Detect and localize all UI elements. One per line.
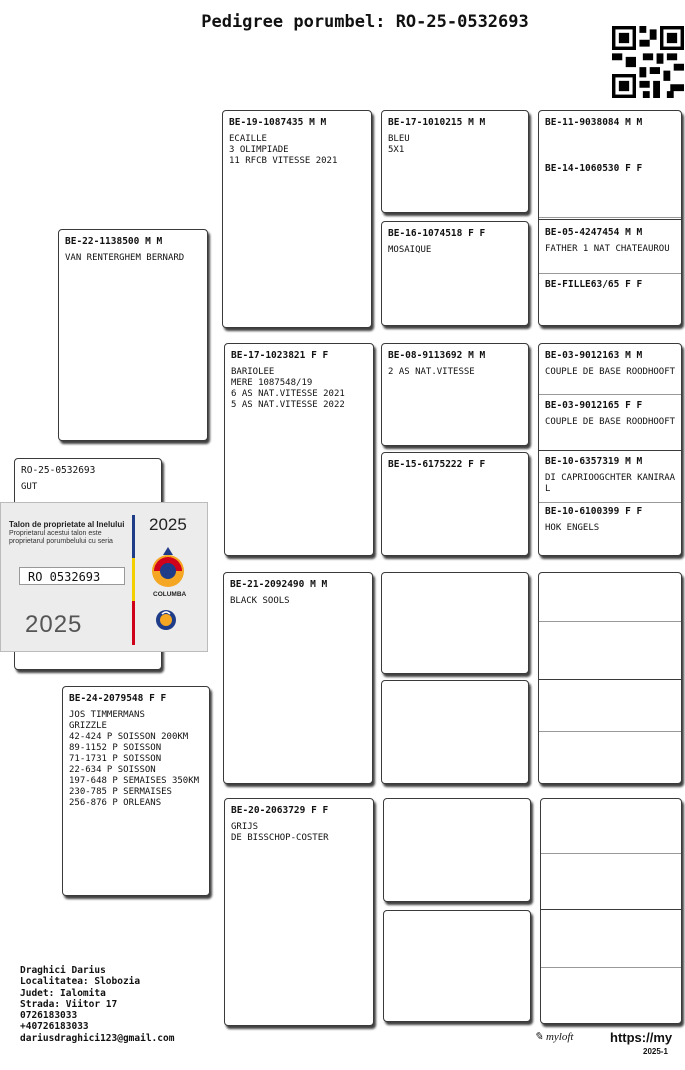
- myloft-logo-icon: ✎: [534, 1031, 544, 1043]
- ring-number: RO-25-0532693: [21, 465, 96, 476]
- pedigree-card-empty: [381, 572, 529, 674]
- card-line: MERE 1087548/19: [231, 378, 313, 388]
- card-line: FATHER 1 NAT CHATEAUROU: [545, 244, 670, 254]
- card-line: GRIJS: [231, 822, 259, 832]
- card-line: 2 AS NAT.VITESSE: [388, 367, 475, 377]
- card-line: 6 AS NAT.VITESSE 2021: [231, 389, 345, 399]
- emblem-icon: [151, 609, 181, 631]
- ring-number: BE-08-9113692 M M: [388, 350, 486, 361]
- footer-year: 2025-1: [643, 1047, 668, 1056]
- pedigree-card-empty: [540, 798, 682, 1024]
- pedigree-card-gen4-pair: [538, 110, 682, 326]
- ring-number: BE-10-6357319 M M: [545, 456, 643, 467]
- columba-label: COLUMBA: [153, 591, 187, 598]
- ring-number: BE-10-6100399 F F: [545, 506, 643, 517]
- ring-number: BE-22-1138500 M M: [65, 236, 163, 247]
- flag-stripe: [132, 515, 135, 645]
- owner-phone-intl: +40726183033: [20, 1021, 89, 1033]
- pedigree-card-gen3: [381, 343, 529, 446]
- card-line: 197-648 P SEMAISES 350KM: [69, 776, 200, 786]
- card-line: BLACK SOOLS: [230, 596, 290, 606]
- talon-year: 2025: [149, 515, 187, 534]
- ring-number: BE-15-6175222 F F: [388, 459, 486, 470]
- card-line: 5X1: [388, 145, 405, 155]
- pedigree-card-dam: [62, 686, 210, 896]
- card-line: 3 OLIMPIADE: [229, 145, 289, 155]
- owner-info: [20, 965, 174, 1044]
- card-line: 11 RFCB VITESSE 2021: [229, 156, 338, 166]
- ring-number: BE-14-1060530 F F: [545, 163, 643, 174]
- card-line: JOS TIMMERMANS: [69, 710, 145, 720]
- ring-number: BE-16-1074518 F F: [388, 228, 486, 239]
- owner-phone: 0726183033: [20, 1010, 78, 1022]
- talon-year-large: 2025: [25, 611, 83, 638]
- owner-name: Draghici Darius: [20, 965, 106, 976]
- owner-street: Strada: Viitor 17: [20, 998, 118, 1010]
- pedigree-card-gen2: [224, 343, 374, 556]
- pedigree-card-gen3: [381, 221, 529, 326]
- pedigree-card-empty: [381, 680, 529, 784]
- myloft-logo: ✎ myloft: [534, 1031, 574, 1043]
- card-line: BARIOLEE: [231, 367, 275, 377]
- pedigree-card-gen3: [381, 110, 529, 213]
- ring-number: BE-24-2079548 F F: [69, 693, 167, 704]
- columba-logo-icon: [148, 545, 188, 591]
- pedigree-card-gen2: [224, 798, 374, 1026]
- card-line: 230-785 P SERMAISES: [69, 787, 172, 797]
- card-line: MOSAIQUE: [388, 245, 432, 255]
- page-title: Pedigree porumbel: RO-25-0532693: [201, 12, 529, 32]
- ring-number: BE-03-9012165 F F: [545, 400, 643, 411]
- ring-number: BE-17-1023821 F F: [231, 350, 329, 361]
- talon-ring-number: RO 0532693: [19, 567, 125, 585]
- qr-code-icon: [612, 24, 684, 100]
- pedigree-card-empty: [383, 910, 531, 1022]
- owner-county: Judet: Ialomita: [20, 987, 106, 999]
- card-line: 71-1731 P SOISSON: [69, 754, 162, 764]
- pedigree-card-empty: [538, 572, 682, 784]
- card-line: GUT: [21, 482, 38, 492]
- card-line: COUPLE DE BASE ROODHOOFT: [545, 367, 676, 377]
- card-line: GRIZZLE: [69, 721, 107, 731]
- card-line: ECAILLE: [229, 134, 267, 144]
- talon-header: Talon de proprietate al Inelului Proprietarul acestui talon este proprietarul porumbelului cu seria: [9, 520, 125, 545]
- owner-locality: Localitatea: Slobozia: [20, 976, 141, 988]
- ring-number: BE-11-9038084 M M: [545, 117, 643, 128]
- card-line: DE BISSCHOP-COSTER: [231, 833, 329, 843]
- card-line: 256-876 P ORLEANS: [69, 798, 162, 808]
- card-line: L: [545, 484, 551, 494]
- card-line: 42-424 P SOISSON 200KM: [69, 732, 189, 742]
- pedigree-card-empty: [383, 798, 531, 902]
- ring-ownership-talon: [0, 502, 208, 652]
- pedigree-card-gen4-pair: [538, 343, 682, 556]
- card-line: VAN RENTERGHEM BERNARD: [65, 253, 185, 263]
- pedigree-card-gen2: [222, 110, 372, 328]
- card-line: 22-634 P SOISSON: [69, 765, 156, 775]
- ring-number: BE-19-1087435 M M: [229, 117, 327, 128]
- pedigree-card-sire: [58, 229, 208, 441]
- ring-number: BE-FILLE63/65 F F: [545, 279, 643, 290]
- footer-url[interactable]: https://my: [610, 1030, 673, 1045]
- pedigree-card-gen3: [381, 452, 529, 556]
- ring-number: BE-17-1010215 M M: [388, 117, 486, 128]
- pedigree-card-gen2: [223, 572, 373, 784]
- card-line: 89-1152 P SOISSON: [69, 743, 162, 753]
- card-line: 5 AS NAT.VITESSE 2022: [231, 400, 345, 410]
- card-line: BLEU: [388, 134, 410, 144]
- card-line: COUPLE DE BASE ROODHOOFT: [545, 417, 676, 427]
- ring-number: BE-05-4247454 M M: [545, 227, 643, 238]
- card-line: HOK ENGELS: [545, 523, 600, 533]
- ring-number: BE-20-2063729 F F: [231, 805, 329, 816]
- owner-email: dariusdraghici123@gmail.com: [20, 1032, 175, 1044]
- ring-number: BE-03-9012163 M M: [545, 350, 643, 361]
- ring-number: BE-21-2092490 M M: [230, 579, 328, 590]
- card-line: DI CAPRIOOGCHTER KANIRAA: [545, 473, 676, 483]
